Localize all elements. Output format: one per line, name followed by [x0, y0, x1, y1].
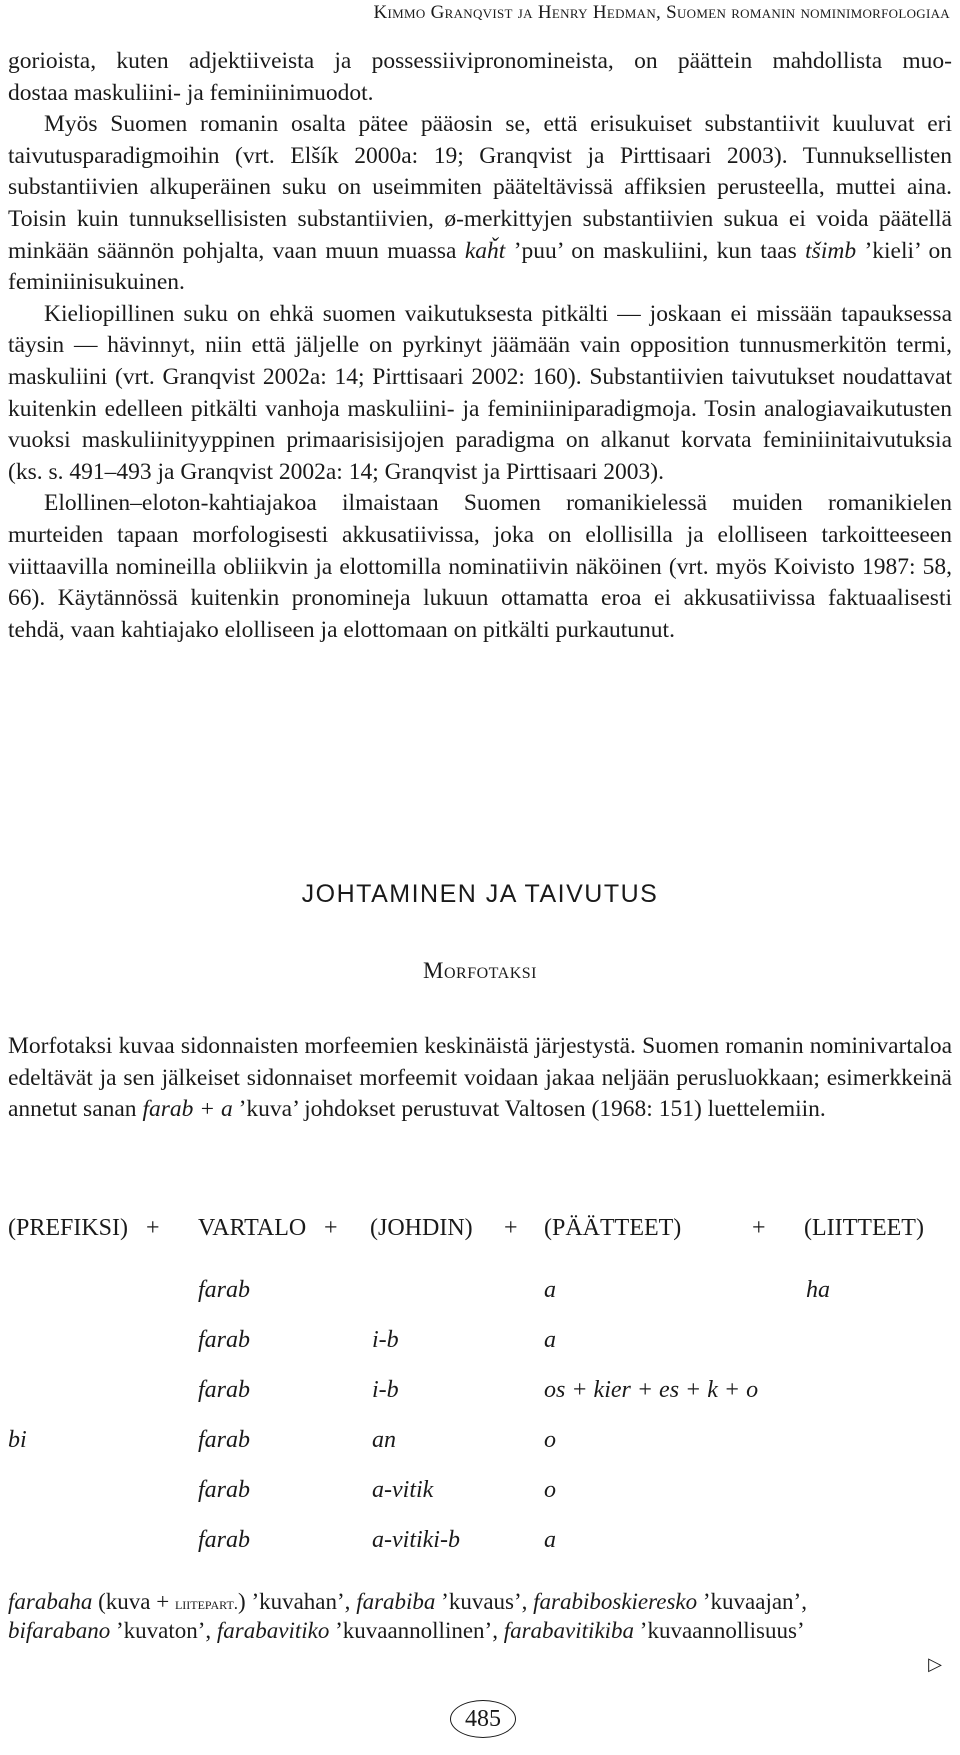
cell-stem: farab [198, 1527, 251, 1553]
cell-stem: farab [198, 1277, 251, 1303]
example-gloss: (kuva + [92, 1589, 175, 1614]
example-word: farabiba [356, 1589, 436, 1614]
cell-ending: o [544, 1427, 556, 1453]
example-word: farabavitikiba [503, 1618, 635, 1643]
example-gloss: ’kuvaus’, [435, 1589, 534, 1614]
gloss-kieli: ’kieli’ on feminiinisukuinen. [8, 237, 953, 296]
cell-deriv: a-vitik [372, 1477, 434, 1503]
cell-deriv: an [372, 1427, 396, 1453]
example-word: farabiboskieresko [533, 1589, 698, 1614]
header-plus-3: + [504, 1215, 518, 1241]
cell-prefix: bi [8, 1427, 27, 1453]
paragraph-1-line-1: gorioista, kuten adjektiiveista ja possessiivipronomineista, on päättein mahdollista muo- [8, 48, 952, 74]
cell-ending: o [544, 1477, 556, 1503]
header-plus-4: + [752, 1215, 766, 1241]
gloss-puu: ’puu’ on maskuliini, kun taas [505, 237, 806, 264]
cell-deriv: a-vitiki-b [372, 1527, 460, 1553]
subsection-heading: Morfotaksi [423, 958, 537, 983]
paragraph-2-text: Myös Suomen romanin osalta pätee pääosin se, että erisukuiset substantiivit kuuluvat eri taivutusparadigmoihin (vrt. Elšík 2000a: 19; Granqvist ja Pirttisaari 2003). Tunnuksellisten substantiivien alkuperäinen suku on useimmiten pääteltävissä affiksien perusteella, muttei aina. Toisin kuin tunnuksellisisten substantiivien, ø-merkittyjen substantiivien sukua ei voida päätellä minkään säännön pohjalta, vaan muun muassa [8, 111, 952, 264]
example-word: farabaha [8, 1589, 93, 1614]
header-deriv: (JOHDIN) [370, 1215, 473, 1241]
paragraph-1-end [8, 78, 952, 110]
examples-line-2 [8, 1617, 952, 1644]
header-endings: (PÄÄTTEET) [544, 1215, 682, 1241]
example-gloss: ’kuvaton’, [110, 1618, 217, 1643]
word-tsimb: tšimb [805, 237, 857, 264]
example-gloss: ’kuvaajan’, [697, 1589, 807, 1614]
paragraph-5 [8, 1031, 952, 1126]
cell-stem: farab [198, 1477, 251, 1503]
header-plus-1: + [146, 1215, 160, 1241]
example-gloss: ) ’kuvahan’, [238, 1589, 357, 1614]
paragraph-1 [8, 46, 952, 78]
cell-deriv: i-b [372, 1377, 399, 1403]
running-head: Kimmo Granqvist ja Henry Hedman, Suomen romanin nominimorfologiaa [373, 2, 950, 23]
word-kaht: kaȟt [464, 237, 506, 264]
examples-line-1 [8, 1588, 952, 1617]
header-stem: VARTALO [198, 1215, 307, 1241]
example-word: bifarabano [8, 1618, 111, 1643]
cell-ending: a [544, 1277, 556, 1303]
cell-deriv: i-b [372, 1327, 399, 1353]
cell-ending: os + kier + es + k + o [544, 1377, 759, 1403]
paragraph-4: Elollinen–eloton-kahtiajakoa ilmaistaan Suomen romanikielessä muiden romanikielen murteiden tapaan morfologisesti akkusatiivissa, joka on elollisilla ja elolliseen tarkoitteeseen viittaavilla nomineilla obliikvin ja elottomilla nominatiivin näköinen (vrt. myös Koivisto 1987: 58, 66). Käytännössä kuitenkin pronomineja lukuun ottamatta eroa ei akkusatiivissa faktuaalisesti tehdä, vaan kahtiajako elolliseen ja elottomaan on pitkälti purkautunut. [8, 490, 952, 643]
page-number: 485 [450, 1700, 516, 1738]
example-gloss: ’kuvaannollinen’, [329, 1618, 504, 1643]
paragraph-3: Kieliopillinen suku on ehkä suomen vaikutuksesta pitkälti — joskaan ei missään tapauksessa täysin — hävinnyt, niin että jäljelle on pyrkinyt jäämään vain opposition tunnusmerkitön termi, maskuliini (vrt. Granqvist 2002a: 14; Pirttisaari 2002: 160). Substantiivien taivutukset noudattavat kuitenkin edelleen pitkälti vanhoja maskuliini- ja feminiiniparadigmoja. Tosin analogiavaikutusten vuoksi maskuliinityyppinen primaarisisijojen paradigma on alkanut korvata feminiinitaivutuksia (ks. s. 491–493 ja Granqvist 2002a: 14; Granqvist ja Pirttisaari 2003). [8, 300, 952, 485]
example-gloss: ’kuvaannollisuus’ [634, 1618, 805, 1643]
continue-arrow-icon: ▷ [928, 1654, 942, 1674]
body-text [8, 46, 952, 646]
cell-stem: farab [198, 1427, 251, 1453]
header-clitics: (LIITTEET) [804, 1215, 924, 1241]
cell-stem: farab [198, 1377, 251, 1403]
example-abbrev: liitepart. [174, 1594, 239, 1613]
cell-clitic: ha [806, 1277, 830, 1303]
header-plus-2: + [324, 1215, 338, 1241]
word-farab-a: farab + a [142, 1096, 233, 1123]
examples-block [8, 1588, 952, 1644]
paragraph-5-tail: ’kuva’ johdokset perustuvat Valtosen (1968: 151) luettelemiin. [232, 1096, 826, 1123]
header-prefix: (PREFIKSI) [8, 1215, 129, 1241]
cell-stem: farab [198, 1327, 251, 1353]
paragraph-2 [8, 109, 952, 299]
cell-ending: a [544, 1327, 556, 1353]
cell-ending: a [544, 1527, 556, 1553]
paragraph-5-text: Morfotaksi kuvaa sidonnaisten morfeemien keskinäistä järjestystä. Suomen romanin nominivartaloa edeltävät ja sen jälkeiset sidonnaiset morfeemit voidaan jakaa neljään perusluokkaan; esimerkkeinä annetut sanan [8, 1033, 952, 1123]
example-word: farabavitiko [216, 1618, 330, 1643]
section-heading: JOHTAMINEN JA TAIVUTUS [301, 880, 659, 908]
paragraph-1-line-2: dostaa maskuliini- ja feminiinimuodot. [8, 79, 374, 106]
